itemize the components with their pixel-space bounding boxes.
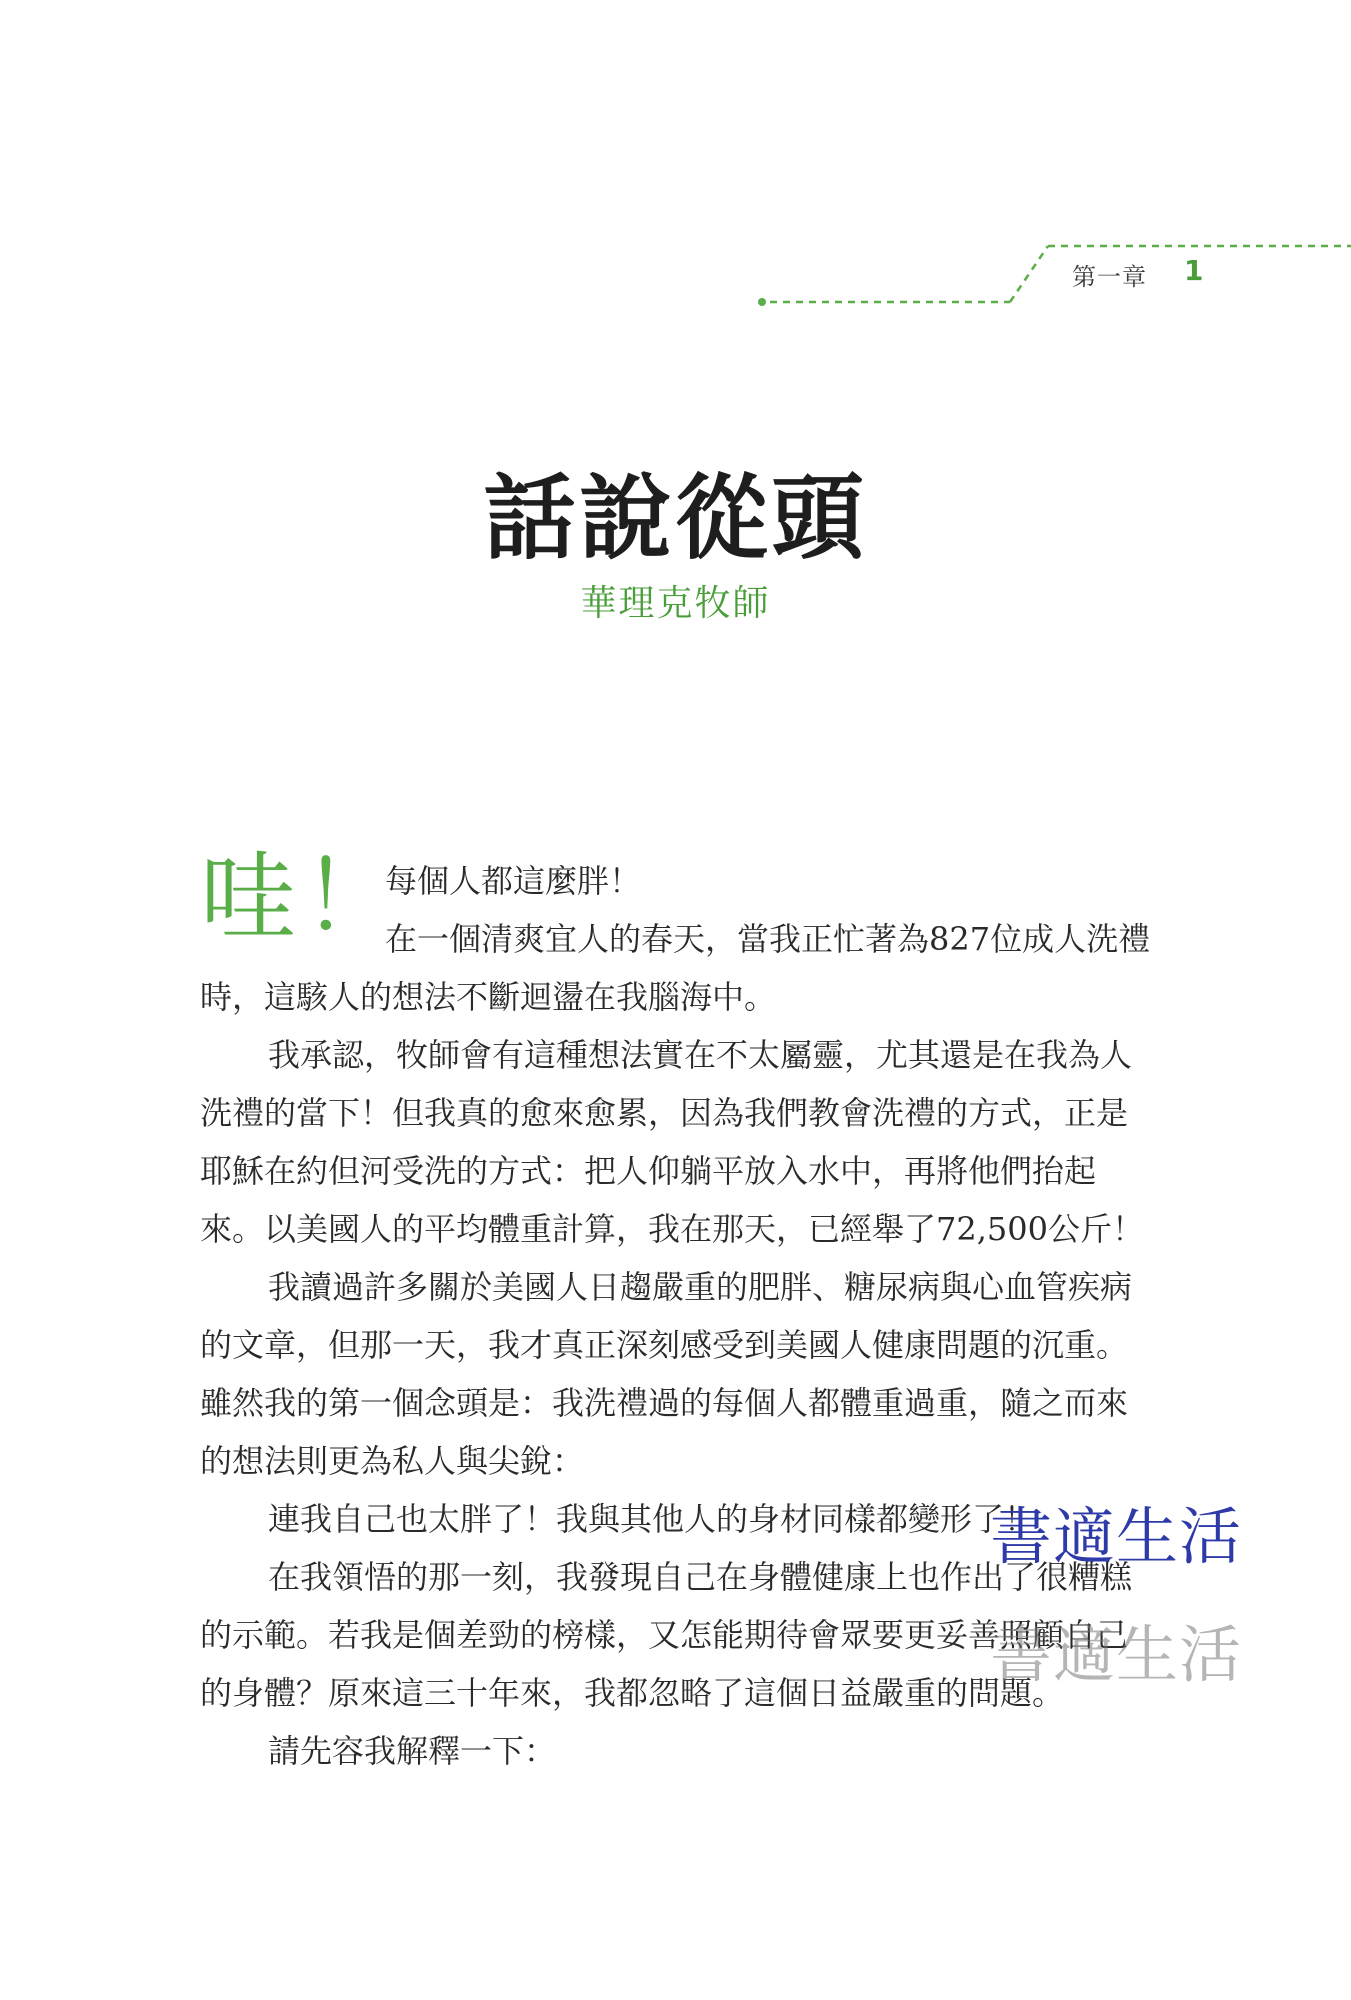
text-line: 洗禮的當下！但我真的愈來愈累，因為我們教會洗禮的方式，正是 <box>200 1094 1129 1132</box>
text-line: 請先容我解釋一下： <box>268 1732 557 1770</box>
text-line: 在一個清爽宜人的春天，當我正忙著為827位成人洗禮 <box>385 920 1151 958</box>
text-line: 耶穌在約但河受洗的方式：把人仰躺平放入水中，再將他們抬起 <box>200 1152 1097 1190</box>
text-line: 的示範。若我是個差勁的榜樣，又怎能期待會眾要更妥善照顧自己 <box>200 1616 1129 1654</box>
author-name: 華理克牧師 <box>580 583 771 624</box>
ornament-diagonal-line <box>1010 246 1048 302</box>
chapter-header-ornament <box>0 0 1351 330</box>
text-line: 的身體？原來這三十年來，我都忽略了這個日益嚴重的問題。 <box>200 1674 1065 1712</box>
text-line: 的文章，但那一天，我才真正深刻感受到美國人健康問題的沉重。 <box>200 1326 1129 1364</box>
text-line: 我讀過許多關於美國人日趨嚴重的肥胖、糖尿病與心血管疾病 <box>268 1268 1133 1306</box>
text-line: 在我領悟的那一刻，我發現自己在身體健康上也作出了很糟糕 <box>268 1558 1133 1596</box>
text-line: 的想法則更為私人與尖銳： <box>200 1442 585 1480</box>
ornament-dot <box>758 298 766 306</box>
text-line: 來。以美國人的平均體重計算，我在那天，已經舉了72,500公斤！ <box>200 1210 1144 1248</box>
text-line: 每個人都這麼胖！ <box>385 862 642 900</box>
chapter-label: 第一章 <box>1072 263 1147 291</box>
watermark-blue: 書適生活 <box>990 1500 1243 1573</box>
page-title: 話說從頭 <box>483 464 868 572</box>
watermark-grey: 書適生活 <box>990 1618 1243 1691</box>
text-line: 雖然我的第一個念頭是：我洗禮過的每個人都體重過重，隨之而來 <box>200 1384 1129 1422</box>
drop-cap: 哇！ <box>200 841 404 953</box>
text-line: 我承認，牧師會有這種想法實在不太屬靈，尤其還是在我為人 <box>268 1036 1133 1074</box>
text-line: 連我自己也太胖了！我與其他人的身材同樣都變形了！ <box>268 1500 1037 1538</box>
text-line: 時，這駭人的想法不斷迴盪在我腦海中。 <box>200 978 777 1016</box>
chapter-number: 1 <box>1184 254 1204 287</box>
chapter-header <box>0 0 1351 330</box>
